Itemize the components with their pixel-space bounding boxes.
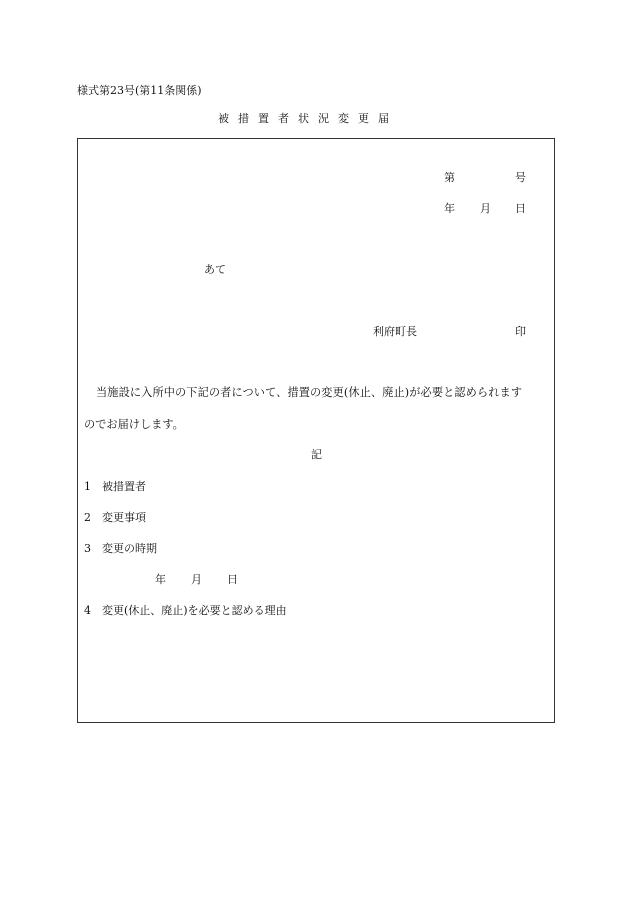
document-title: 被措置者状況変更届 [218,112,398,125]
form-number: 様式第23号(第11条関係) [77,84,202,97]
item-number: 3 [84,542,91,555]
addressee-label: あて [204,263,226,276]
item-number: 1 [84,480,91,493]
change-date-year-label: 年 [155,573,166,586]
form-box [77,138,555,723]
issuer-seal-mark: 印 [515,325,526,338]
body-text-line-2: のでお届けします。 [84,418,184,431]
change-date-day-label: 日 [227,573,238,586]
item-number: 4 [84,604,91,617]
document-number-label: 第 [444,171,455,184]
ki-heading: 記 [311,448,322,461]
date-month-label: 月 [480,202,491,215]
body-text-line-1: 当施設に入所中の下記の者について、措置の変更(休止、廃止)が必要と認められます [96,386,523,399]
item-label-reason: 変更(休止、廃止)を必要と認める理由 [102,604,287,617]
issuer-name: 利府町長 [373,325,417,338]
change-date-month-label: 月 [191,573,202,586]
item-label-change-matter: 変更事項 [102,511,146,524]
date-year-label: 年 [444,202,455,215]
item-label-subject: 被措置者 [102,480,146,493]
document-number-suffix: 号 [515,171,526,184]
item-label-change-time: 変更の時期 [102,542,157,555]
item-number: 2 [84,511,91,524]
date-day-label: 日 [515,202,526,215]
